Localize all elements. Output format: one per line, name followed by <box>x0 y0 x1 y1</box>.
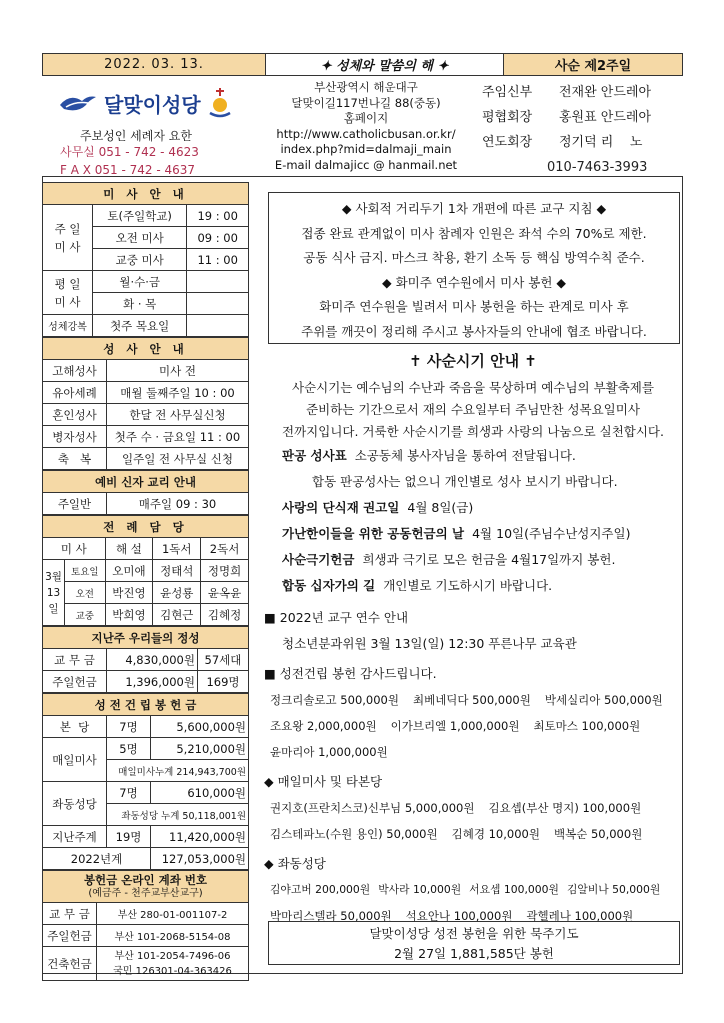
liturgy-person: 오미애 <box>105 560 153 582</box>
lent-item-value: 소공동체 봉사자님을 통하여 전달됩니다. <box>354 448 576 463</box>
notice-heading: ◆ 화미주 연수원에서 미사 봉헌 ◆ <box>382 274 566 290</box>
staff-role: 주임신부 <box>482 85 533 100</box>
offering-count: 169명 <box>197 671 248 693</box>
year-theme: ✦ 성체와 말씀의 해 ✦ <box>266 54 504 75</box>
donor: 윤마리아 1,000,000원 <box>270 745 388 759</box>
mass-name: 토(주일학교) <box>93 205 187 227</box>
contact-phones <box>60 143 199 179</box>
sacrament-name: 혼인성사 <box>43 404 107 426</box>
fund-year-label: 2022년계 <box>43 848 151 870</box>
donor-row <box>264 877 682 903</box>
lent-item <box>264 495 682 521</box>
mass-time <box>187 271 249 293</box>
donor-row <box>264 795 682 821</box>
account-holder: (예금주 - 천주교부산교구) <box>88 887 203 899</box>
account-number: 부산 101-2068-5154-08 <box>97 925 249 947</box>
lent-item-key: 사순극기헌금 <box>282 552 355 567</box>
training-title: ■ 2022년 교구 연수 안내 <box>264 610 409 625</box>
offering-count: 57세대 <box>197 649 248 671</box>
account-type: 건축헌금 <box>43 947 97 981</box>
liturgy-header: 미 사 <box>43 538 106 560</box>
notice-heading: ◆ 사회적 거리두기 1차 개편에 따른 교구 지침 ◆ <box>341 201 607 216</box>
account-type: 교 무 금 <box>43 903 97 925</box>
catechumen-class: 주일반 <box>43 493 107 515</box>
lent-item-key: 합동 십자가의 길 <box>282 578 376 593</box>
lent-item-key: 판공 성사표 <box>282 448 347 463</box>
rosary-box <box>268 921 680 965</box>
sacrament-info: 한달 전 사무실신청 <box>107 404 249 426</box>
liturgy-person: 박진영 <box>105 582 153 604</box>
issue-date: 2022. 03. 13. <box>43 54 266 75</box>
mass-name: 화 · 목 <box>93 293 187 315</box>
lastweek-table <box>42 626 249 693</box>
sacrament-name: 병자성사 <box>43 426 107 448</box>
staff-row <box>482 130 682 155</box>
donor: 김스테파노(수원 용인) 50,000원 <box>270 827 438 841</box>
staff-name: 전재완 안드레아 <box>559 85 652 100</box>
fund-year-total: 127,053,000원 <box>151 848 249 870</box>
fund-count: 19명 <box>107 826 151 848</box>
liturgy-person: 김혜정 <box>201 604 249 626</box>
lent-item-value: 4월 8일(금) <box>407 500 474 515</box>
account-number-line: 부산 101-2054-7496-06 <box>114 950 231 962</box>
lent-item-key: 가난한이들을 위한 공동헌금의 날 <box>282 526 465 541</box>
lent-body-line: 사순시기는 예수님의 수난과 죽음을 묵상하며 예수님의 부활축제를 <box>292 380 654 395</box>
notice-line: 공동 식사 금지. 마스크 착용, 환기 소독 등 핵심 방역수칙 준수. <box>303 250 645 265</box>
mass-title: 미 사 안 내 <box>43 183 249 205</box>
lent-item <box>264 443 682 469</box>
moon-cross-icon <box>207 87 233 119</box>
donor: 박세실리아 500,000원 <box>544 693 663 707</box>
building-fund-table <box>42 693 249 870</box>
fund-source: 좌동성당 <box>43 782 107 826</box>
liturgy-date: 3월 13일 <box>43 560 65 626</box>
liturgy-mass: 교중 <box>65 604 106 626</box>
liturgy-person: 윤성룡 <box>153 582 201 604</box>
sacrament-name: 고해성사 <box>43 360 107 382</box>
liturgy-person: 박희영 <box>105 604 153 626</box>
right-column <box>264 350 682 929</box>
donor: 서요셉 100,000원 <box>469 883 559 896</box>
dove-icon <box>58 91 98 115</box>
account-type: 주일헌금 <box>43 925 97 947</box>
fund-source: 지난주계 <box>43 826 107 848</box>
donor-row <box>264 821 682 847</box>
donor: 김혜경 10,000원 <box>451 827 540 841</box>
lent-item <box>264 521 682 547</box>
donor-row <box>264 687 682 713</box>
lent-body-line: 준비하는 기간으로서 재의 수요일부터 주님만찬 성목요일미사 <box>306 402 640 417</box>
offering-amount: 1,396,000원 <box>107 671 198 693</box>
sacrament-title: 성 사 안 내 <box>43 338 249 360</box>
sacrament-table <box>42 337 249 470</box>
account-number: 부산 280-01-001107-2 <box>97 903 249 925</box>
donor: 정크리솔로고 500,000원 <box>270 693 399 707</box>
sacrament-name: 유아세례 <box>43 382 107 404</box>
liturgy-table <box>42 515 249 626</box>
staff-role: 평협회장 <box>482 110 533 125</box>
donor: 곽헬레나 100,000원 <box>526 909 634 923</box>
sacrament-info: 매월 둘째주일 10 : 00 <box>107 382 249 404</box>
donor-row <box>264 739 682 765</box>
building-title: 성 전 건 립 봉 헌 금 <box>43 694 249 716</box>
catechumen-title: 예비 신자 교리 안내 <box>43 471 249 493</box>
liturgy-person: 정태석 <box>153 560 201 582</box>
donor: 김요셉(부산 명지) 100,000원 <box>488 801 642 815</box>
church-name: 달맞이성당 <box>104 92 201 117</box>
staff-row <box>482 105 682 130</box>
address-line: 달맞이길117번나길 88(중동) <box>291 95 441 110</box>
donor-row <box>264 713 682 739</box>
sacrament-info: 첫주 수 · 금요일 11 : 00 <box>107 426 249 448</box>
office-phone: 사무실 051 - 742 - 4623 <box>60 145 199 159</box>
staff-list <box>482 80 682 180</box>
lent-item-value: 희생과 극기로 모은 헌금을 4월17일까지 봉헌. <box>362 552 616 567</box>
mass-name: 교중 미사 <box>93 249 187 271</box>
thanks-title: ■ 성전건립 봉헌 감사드립니다. <box>264 666 437 681</box>
patron-saint: 주보성인 세례자 요한 <box>80 129 192 143</box>
lent-title: ✝ 사순시기 안내 ✝ <box>409 352 537 370</box>
fund-count: 5명 <box>107 738 151 760</box>
lent-item <box>264 547 682 573</box>
church-address <box>260 80 472 173</box>
adoration-label: 성체강복 <box>43 315 93 337</box>
donor: 이가브리엘 1,000,000원 <box>390 719 520 733</box>
staff-name: 정기덕 리 노 <box>559 135 643 150</box>
notice-line: 주위를 깨끗이 정리해 주시고 봉사자들의 안내에 협조 바랍니다. <box>301 323 647 339</box>
email-address[interactable]: E-mail dalmajicc @ hanmail.net <box>274 157 458 172</box>
mass-name: 월·수·금 <box>93 271 187 293</box>
liturgy-header: 해 설 <box>105 538 153 560</box>
notice-line: 접종 완료 관계없이 미사 참례자 인원은 좌석 수의 70%로 제한. <box>301 225 647 241</box>
liturgy-mass: 오전 <box>65 582 106 604</box>
sacrament-info: 일주일 전 사무실 신청 <box>107 448 249 470</box>
mass-name: 오전 미사 <box>93 227 187 249</box>
homepage-url[interactable]: index.php?mid=dalmaji_main <box>280 142 452 156</box>
account-number-line: 국민 126301-04-363426 <box>113 965 232 977</box>
donor: 최토마스 100,000원 <box>533 719 641 733</box>
lent-item-value: 개인별로 기도하시기 바랍니다. <box>383 578 553 593</box>
fund-amount: 610,000원 <box>151 782 249 804</box>
fund-amount: 11,420,000원 <box>151 826 249 848</box>
top-bar <box>42 53 683 76</box>
lent-item-value: 4월 10일(주님수난성지주일) <box>472 526 631 541</box>
homepage-label: 홈페이지 <box>343 111 389 125</box>
staff-name: 홍원표 안드레아 <box>559 110 652 125</box>
rosary-title: 달맞이성당 성전 봉헌을 위한 묵주기도 <box>369 926 579 941</box>
sacrament-info: 미사 전 <box>107 360 249 382</box>
account-number <box>97 947 249 981</box>
account-title-text: 봉헌금 온라인 계좌 번호 <box>83 872 208 887</box>
lent-item-note: 합동 판공성사는 없으니 개인별로 성사 보시기 바랍니다. <box>312 474 618 489</box>
fax-number: F A X 051 - 742 - 4637 <box>60 163 196 177</box>
mass-time <box>187 293 249 315</box>
fund-cumulative: 매일미사누계 214,943,700원 <box>107 760 249 782</box>
liturgy-title: 전 례 담 당 <box>43 516 249 538</box>
donor: 석요안나 100,000원 <box>405 909 513 923</box>
mass-table <box>42 182 249 337</box>
lent-item <box>264 573 682 599</box>
church-logo <box>58 86 233 120</box>
weekday-label: 평 일 미 사 <box>43 271 93 315</box>
offering-amount: 4,830,000원 <box>107 649 198 671</box>
donor: 권지호(프란치스코)신부님 5,000,000원 <box>270 801 475 815</box>
mass-time: 09 : 00 <box>187 227 249 249</box>
staff-row <box>482 80 682 105</box>
lent-body-line: 전까지입니다. 거룩한 사순시기를 희생과 사랑의 나눔으로 실천합시다. <box>282 424 664 439</box>
donor: 최베네딕다 500,000원 <box>412 693 531 707</box>
donor: 박마리스텔라 50,000원 <box>270 909 392 923</box>
daily-mass-title: ◆ 매일미사 및 타본당 <box>264 774 383 789</box>
liturgy-person: 정명희 <box>201 560 249 582</box>
liturgy-person: 윤옥윤 <box>201 582 249 604</box>
liturgical-week: 사순 제2주일 <box>504 54 682 75</box>
staff-phone: 010-7463-3993 <box>547 160 648 175</box>
donor: 조요왕 2,000,000원 <box>270 719 377 733</box>
fund-count: 7명 <box>107 782 151 804</box>
offering-type: 주일헌금 <box>43 671 107 693</box>
fund-source: 본 당 <box>43 716 107 738</box>
sacrament-name: 축 복 <box>43 448 107 470</box>
catechumen-table <box>42 470 249 515</box>
donor: 박사라 10,000원 <box>378 883 462 896</box>
mass-time: 11 : 00 <box>187 249 249 271</box>
fund-count: 7명 <box>107 716 151 738</box>
catechumen-time: 매주일 09 : 30 <box>107 493 249 515</box>
donor: 백복순 50,000원 <box>553 827 643 841</box>
donor: 김알비나 50,000원 <box>566 883 661 896</box>
address-line: 부산광역시 해운대구 <box>314 80 418 94</box>
mass-time: 19 : 00 <box>187 205 249 227</box>
lastweek-title: 지난주 우리들의 정성 <box>43 627 249 649</box>
homepage-url[interactable]: http://www.catholicbusan.or.kr/ <box>276 126 456 141</box>
lent-body <box>264 377 682 443</box>
fund-cumulative: 좌동성당 누계 50,118,001원 <box>107 804 249 826</box>
notice-box <box>268 192 680 344</box>
donor: 김야고버 200,000원 <box>270 883 371 896</box>
left-column <box>42 182 249 981</box>
fund-source: 매일미사 <box>43 738 107 782</box>
training-line: 청소년분과위원 3월 13일(일) 12:30 푸른나무 교육관 <box>282 636 577 651</box>
adoration-time: 첫주 목요일 <box>93 315 187 337</box>
lent-item-key: 사랑의 단식재 권고일 <box>282 500 400 515</box>
fund-amount: 5,600,000원 <box>151 716 249 738</box>
liturgy-mass: 토요일 <box>65 560 106 582</box>
fund-amount: 5,210,000원 <box>151 738 249 760</box>
liturgy-person: 김현근 <box>153 604 201 626</box>
notice-line: 화미주 연수원을 빌려서 미사 봉헌을 하는 관계로 미사 후 <box>319 299 629 314</box>
offering-type: 교 무 금 <box>43 649 107 671</box>
jwadong-title: ◆ 좌동성당 <box>264 856 326 871</box>
sunday-label: 주 일 미 사 <box>43 205 93 271</box>
account-table <box>42 870 249 981</box>
account-title <box>43 871 249 903</box>
rosary-count: 2월 27일 1,881,585단 봉헌 <box>394 946 554 961</box>
liturgy-header: 2독서 <box>201 538 249 560</box>
liturgy-header: 1독서 <box>153 538 201 560</box>
staff-role: 연도회장 <box>482 135 533 150</box>
